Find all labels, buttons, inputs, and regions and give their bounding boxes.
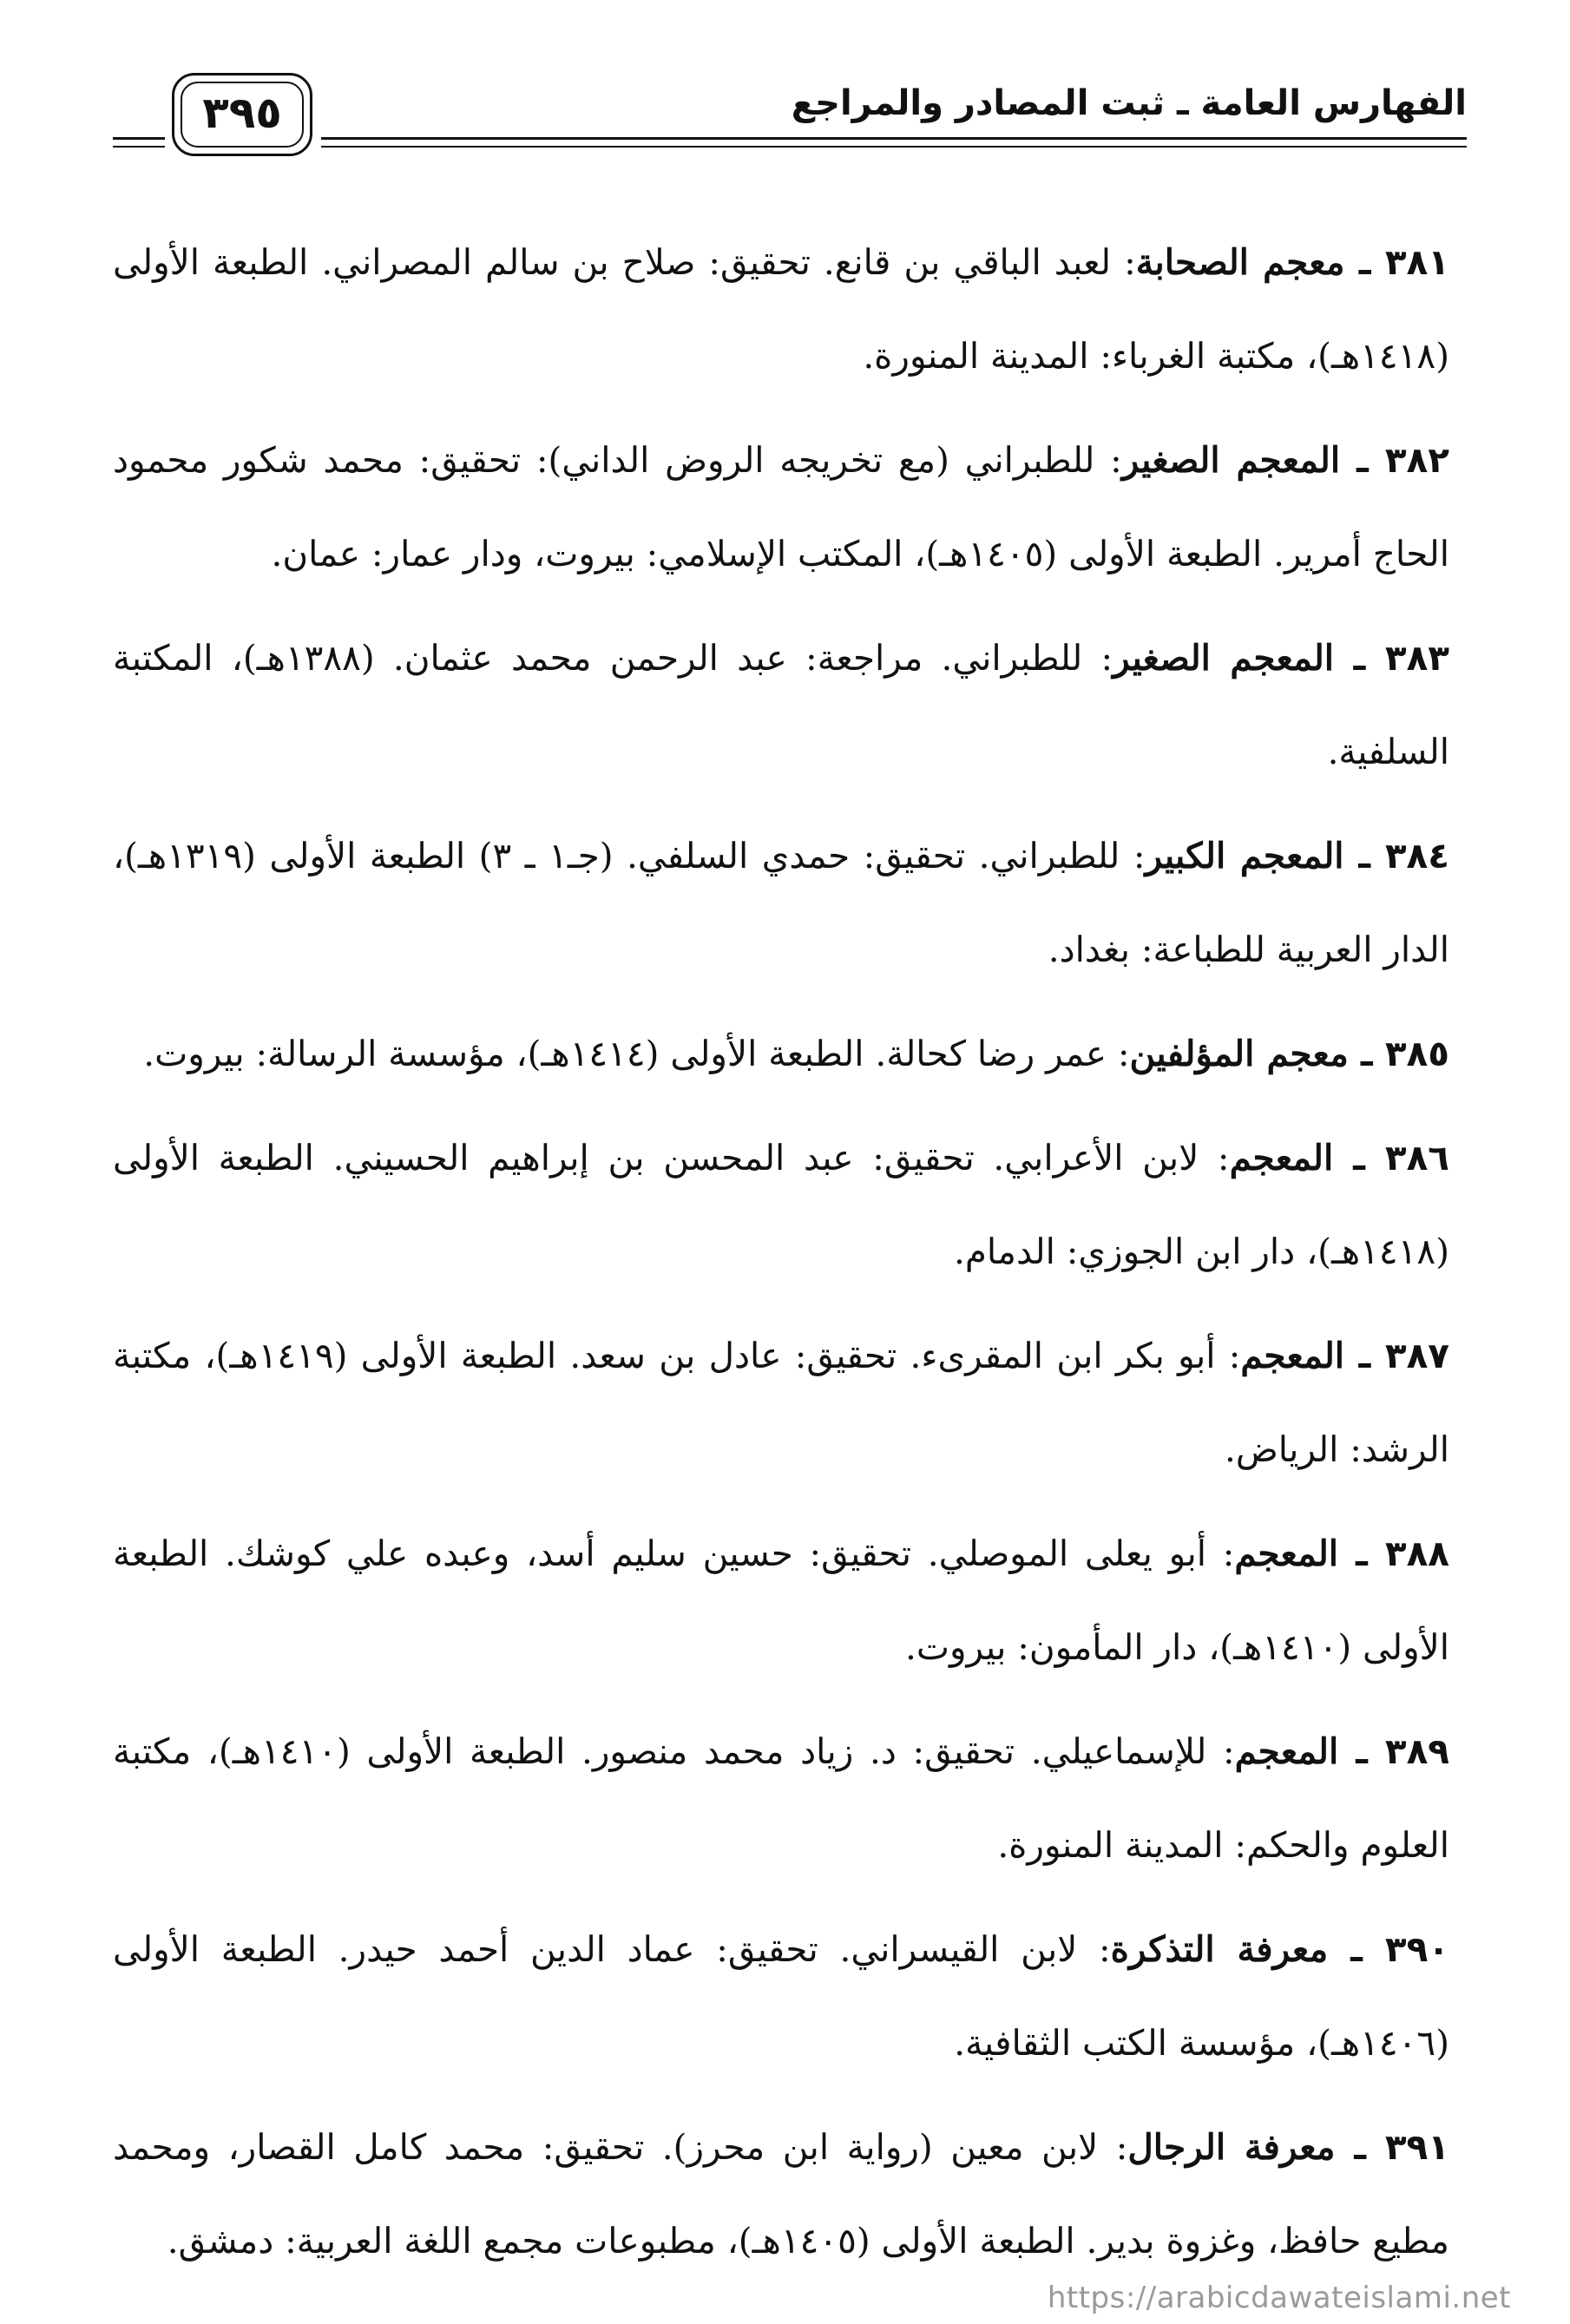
entry-title: معجم المؤلفين [1129, 1033, 1349, 1074]
entry-number: ٣٩١ [1384, 2126, 1449, 2168]
entry-number: ٣٩٠ [1384, 1928, 1450, 1970]
entry-separator: ـ [1344, 1335, 1385, 1376]
entry-title: المعجم [1234, 1730, 1339, 1772]
entry-title: المعجم [1234, 1533, 1339, 1574]
entry-number: ٣٨٣ [1384, 637, 1450, 679]
entry-text: : لابن الأعرابي. تحقيق: عبد المحسن بن إبراهيم الحسيني. الطبعة الأولى (١٤١٨هـ)، دار ابن الجوزي: الدمام. [113, 1137, 1449, 1272]
bibliography-entry [113, 809, 1449, 996]
bibliography-entry [113, 611, 1449, 798]
entry-text: : لعبد الباقي بن قانع. تحقيق: صلاح بن سالم المصراني. الطبعة الأولى (١٤١٨هـ)، مكتبة الغرباء: المدينة المنورة. [113, 241, 1449, 377]
bibliography-entry [113, 413, 1449, 601]
entry-text: : أبو بكر ابن المقرىء. تحقيق: عادل بن سعد. الطبعة الأولى (١٤١٩هـ)، مكتبة الرشد: الرياض. [113, 1335, 1449, 1470]
entry-text: : أبو يعلى الموصلي. تحقيق: حسين سليم أسد، وعبده علي كوشك. الطبعة الأولى (١٤١٠هـ)، دار المأمون: بيروت. [113, 1533, 1449, 1668]
bibliography-entry [113, 1902, 1449, 2090]
entry-number: ٣٨٤ [1384, 835, 1449, 876]
entry-title: المعجم الكبير [1145, 835, 1344, 876]
running-title: الفهارس العامة ـ ثبت المصادر والمراجع [791, 83, 1467, 123]
entry-separator: ـ [1343, 835, 1385, 876]
entry-separator: ـ [1328, 1928, 1385, 1970]
entry-title: المعجم [1229, 1137, 1334, 1178]
header-rule [113, 137, 165, 140]
entry-separator: ـ [1333, 1137, 1385, 1178]
entry-text: : للإسماعيلي. تحقيق: د. زياد محمد منصور. الطبعة الأولى (١٤١٠هـ)، مكتبة العلوم والحكم: المدينة المنورة. [113, 1730, 1449, 1866]
entry-title: معرفة التذكرة [1110, 1928, 1329, 1970]
entry-number: ٣٨١ [1384, 241, 1449, 283]
entry-separator: ـ [1344, 241, 1385, 283]
entry-separator: ـ [1340, 439, 1385, 481]
bibliography-entry [113, 2100, 1449, 2288]
entry-title: المعجم الصغير [1113, 637, 1335, 679]
page-number-frame [172, 73, 312, 156]
page-header [113, 68, 1467, 163]
entry-number: ٣٨٦ [1384, 1137, 1450, 1178]
bibliography-entry [113, 1007, 1449, 1100]
bibliography-entry [113, 1309, 1449, 1496]
entry-text: : لابن معين (رواية ابن محرز). تحقيق: محمد كامل القصار، ومحمد مطيع حافظ، وغزوة بدير. الطبعة الأولى (١٤٠٥هـ)، مطبوعات مجمع اللغة العربية: دمشق. [113, 2126, 1449, 2262]
entry-number: ٣٨٢ [1384, 439, 1449, 481]
entry-title: معرفة الرجال [1127, 2126, 1336, 2168]
entry-separator: ـ [1338, 1730, 1385, 1772]
entry-separator: ـ [1348, 1033, 1385, 1074]
entry-title: المعجم [1240, 1335, 1345, 1376]
entry-number: ٣٨٧ [1384, 1335, 1450, 1376]
watermark-url: https://arabicdawateislami.net [1047, 2281, 1511, 2315]
entry-number: ٣٨٨ [1384, 1533, 1450, 1574]
header-rule [321, 137, 1467, 140]
bibliography-entry [113, 1507, 1449, 1694]
entry-separator: ـ [1335, 2126, 1385, 2168]
entry-text: : للطبراني. تحقيق: حمدي السلفي. (جـ١ ـ ٣) الطبعة الأولى (١٣١٩هـ)، الدار العربية للطباعة: بغداد. [113, 835, 1449, 970]
bibliography-entry [113, 215, 1449, 403]
entry-separator: ـ [1338, 1533, 1385, 1574]
bibliography-entry [113, 1111, 1449, 1298]
bibliography-entry [113, 1704, 1449, 1892]
entry-separator: ـ [1334, 637, 1385, 679]
header-rule [321, 146, 1467, 148]
entry-title: المعجم الصغير [1121, 439, 1341, 481]
entry-number: ٣٨٥ [1384, 1033, 1449, 1074]
bibliography-list [113, 215, 1449, 2298]
header-rule [113, 146, 165, 148]
entry-number: ٣٨٩ [1384, 1730, 1450, 1772]
page-number: ٣٩٥ [202, 88, 282, 138]
entry-text: : عمر رضا كحالة. الطبعة الأولى (١٤١٤هـ)، مؤسسة الرسالة: بيروت. [143, 1033, 1130, 1074]
entry-text: : للطبراني (مع تخريجه الروض الداني): تحقيق: محمد شكور محمود الحاج أمرير. الطبعة الأولى (١٤٠٥هـ)، المكتب الإسلامي: بيروت، ودار عمار: عمان. [113, 439, 1449, 574]
entry-title: معجم الصحابة [1135, 241, 1345, 283]
entry-text: : للطبراني. مراجعة: عبد الرحمن محمد عثمان. (١٣٨٨هـ)، المكتبة السلفية. [113, 637, 1449, 772]
entry-text: : لابن القيسراني. تحقيق: عماد الدين أحمد حيدر. الطبعة الأولى (١٤٠٦هـ)، مؤسسة الكتب الثقافية. [113, 1928, 1449, 2064]
